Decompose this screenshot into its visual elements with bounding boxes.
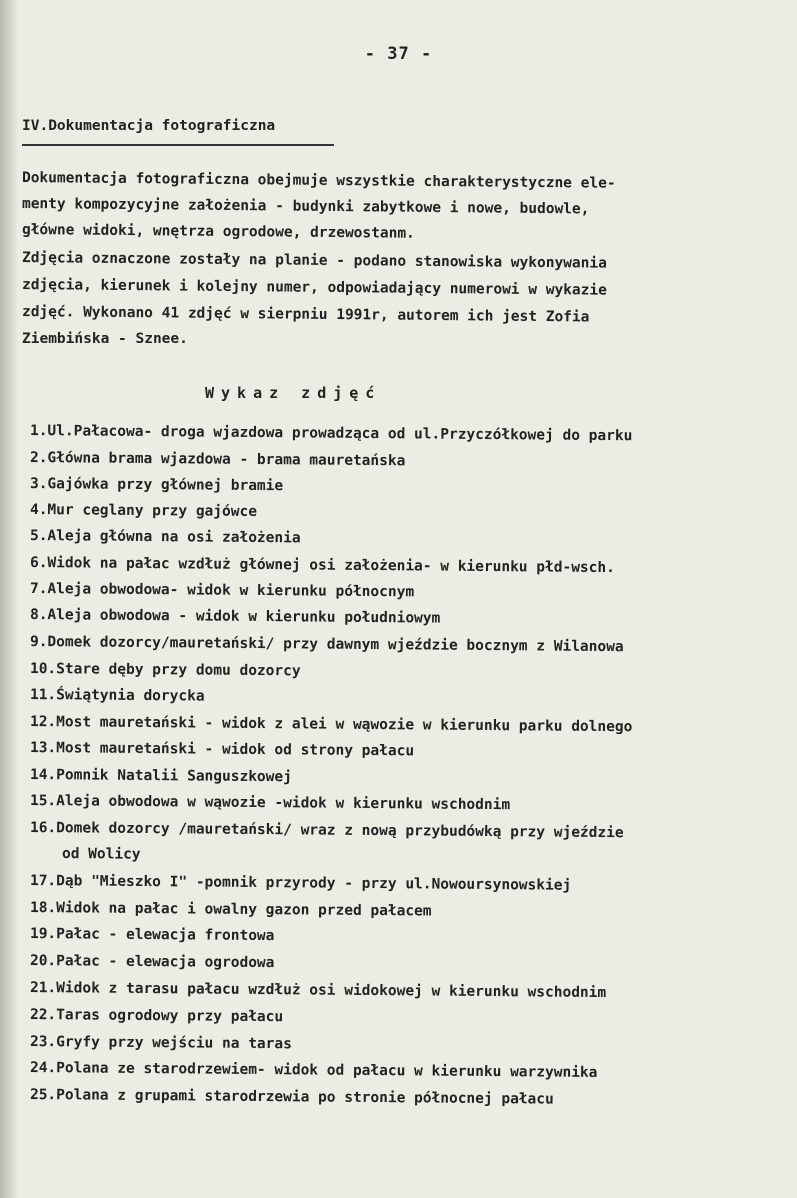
intro-line: zdjęcia, kierunek i kolejny numer, odpowiadający numerowi w wykazie	[21, 277, 607, 299]
list-item: 10.Stare dęby przy domu dozorcy	[29, 661, 301, 680]
title-underline	[22, 144, 334, 146]
list-item: 23.Gryfy przy wejściu na taras	[29, 1034, 292, 1053]
list-heading: Wykaz zdjęć	[205, 384, 382, 402]
list-item: 21.Widok z tarasu pałacu wzdłuż osi widokowej w kierunku wschodnim	[29, 980, 607, 1002]
list-item: 25.Polana z grupami starodrzewia po stronie północnej pałacu	[29, 1087, 554, 1108]
intro-line: zdjęć. Wykonano 41 zdjęć w sierpniu 1991r, autorem ich jest Zofia	[21, 304, 590, 326]
list-item: 1.Ul.Pałacowa- droga wjazdowa prowadząca od ul.Przyczółkowej do parku	[29, 423, 633, 445]
list-item: 13.Most mauretański - widok od strony pałacu	[29, 740, 415, 760]
list-item: 4.Mur ceglany przy gajówce	[29, 502, 258, 520]
intro-line: Ziembińska - Sznee.	[22, 331, 188, 347]
intro-line: menty kompozycyjne założenia - budynki zabytkowe i nowe, budowle,	[21, 196, 590, 218]
list-item: 12.Most mauretański - widok z alei w wąwozie w kierunku parku dolnego	[29, 714, 633, 736]
page-number: - 37 -	[364, 44, 433, 64]
list-item: 17.Dąb "Mieszko I" -pomnik przyrody - przy ul.Nowoursynowskiej	[29, 873, 572, 894]
list-item: 20.Pałac - elewacja ogrodowa	[29, 953, 275, 972]
section-title: IV.Dokumentacja fotograficzna	[22, 118, 276, 134]
list-item: 18.Widok na pałac i owalny gazon przed pałacem	[29, 900, 432, 920]
list-item: 6.Widok na pałac wzdłuż głównej osi założenia- w kierunku płd-wsch.	[29, 555, 615, 577]
list-item: 9.Domek dozorcy/mauretański/ przy dawnym wjeździe bocznym z Wilanowa	[29, 634, 624, 656]
intro-line: główne widoki, wnętrza ogrodowe, drzewostanm.	[21, 222, 415, 242]
list-item: 14.Pomnik Natalii Sanguszkowej	[29, 767, 292, 786]
list-item: 16.Domek dozorcy /mauretański/ wraz z nową przybudówką przy wjeździe	[29, 820, 624, 842]
list-item: 11.Świątynia dorycka	[29, 687, 205, 705]
list-item: 5.Aleja główna na osi założenia	[29, 528, 301, 547]
list-item: od Wolicy	[61, 846, 141, 863]
list-item: 2.Główna brama wjazdowa - brama mauretańska	[29, 450, 406, 470]
list-item: 24.Polana ze starodrzewiem- widok od pałacu w kierunku warzywnika	[29, 1060, 598, 1081]
list-item: 15.Aleja obwodowa w wąwozie -widok w kierunku wschodnim	[29, 793, 511, 814]
list-item: 22.Taras ogrodowy przy pałacu	[29, 1007, 284, 1026]
list-item: 8.Aleja obwodowa - widok w kierunku południowym	[29, 607, 441, 627]
page-binding-shadow	[0, 0, 18, 1198]
list-item: 3.Gajówka przy głównej bramie	[29, 476, 284, 495]
list-item: 7.Aleja obwodowa- widok w kierunku północnym	[29, 581, 415, 601]
intro-line: Zdjęcia oznaczone zostały na planie - podano stanowiska wykonywania	[21, 250, 607, 272]
list-item: 19.Pałac - elewacja frontowa	[29, 926, 275, 945]
intro-line: Dokumentacja fotograficzna obejmuje wszystkie charakterystyczne ele-	[21, 170, 616, 192]
